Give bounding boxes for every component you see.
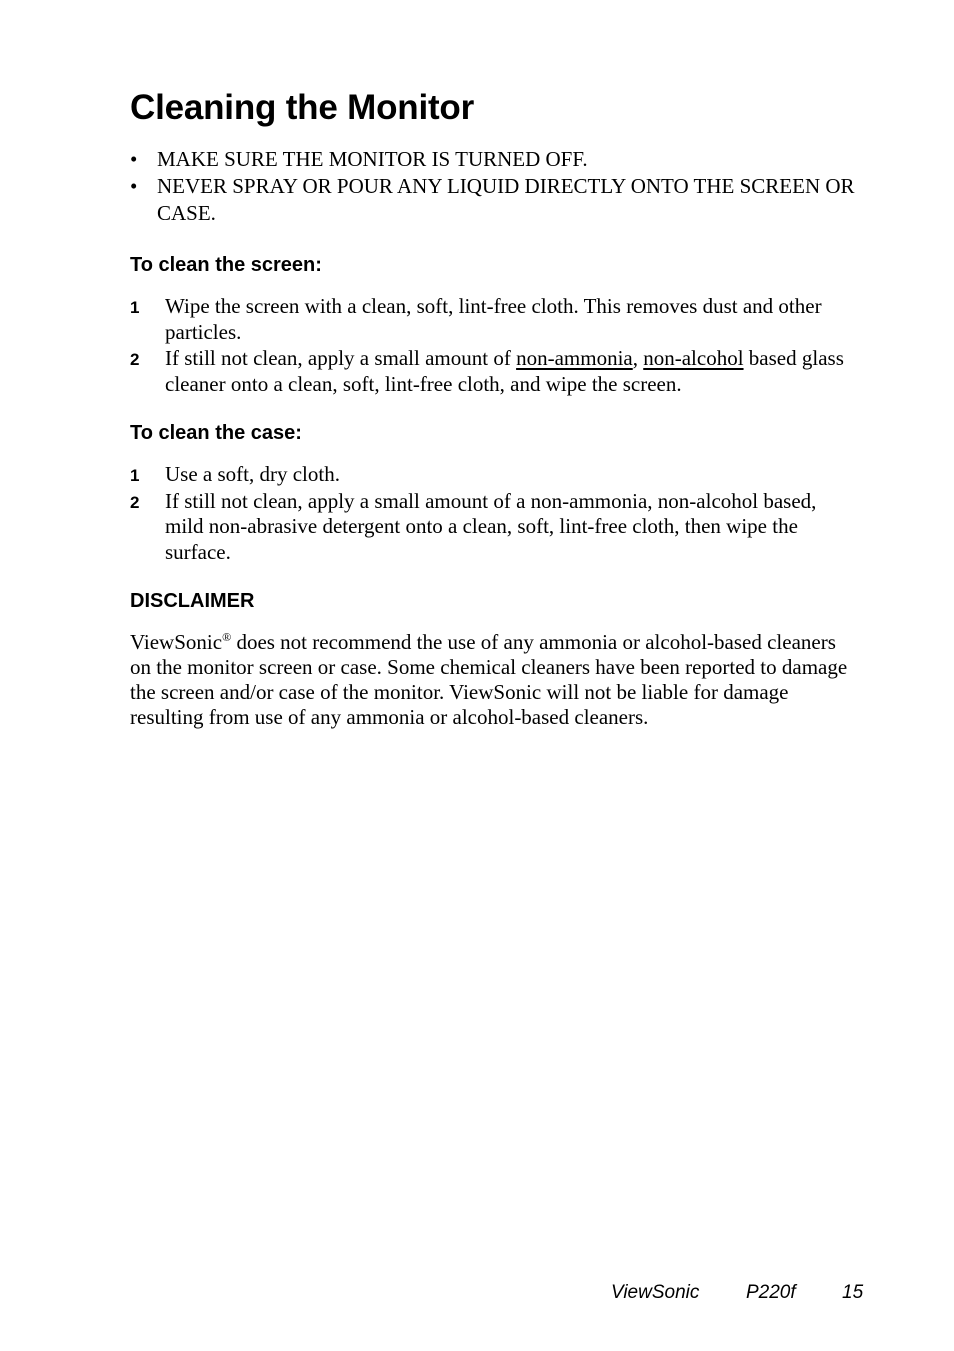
list-item	[130, 346, 860, 397]
page-title: Cleaning the Monitor	[130, 88, 475, 127]
screen-steps-list	[130, 294, 860, 397]
disclaimer-text	[130, 630, 860, 730]
screen-section-heading: To clean the screen:	[130, 254, 322, 276]
case-steps-list	[130, 462, 860, 565]
step-text-end: based glass cleaner onto a clean, soft, lint-free cloth, and wipe the screen.	[165, 346, 844, 396]
registered-mark: ®	[222, 630, 232, 644]
disclaimer-heading: DISCLAIMER	[130, 590, 255, 612]
step-text: Wipe the screen with a clean, soft, lint-free cloth. This removes dust and other particles.	[165, 294, 822, 344]
footer-model: P220f	[746, 1282, 796, 1303]
separator: ,	[632, 346, 644, 370]
step-text: Use a soft, dry cloth.	[165, 462, 340, 486]
page-footer	[0, 1282, 954, 1306]
disclaimer-body: does not recommend the use of any ammonia or alcohol-based cleaners on the monitor screen or case. Some chemical cleaners have been reported to damage the screen and/or case of the monitor. ViewSonic will not be liable for damage resulting from use of any ammonia or alcohol-based cleaners.	[130, 630, 848, 729]
step-text: If still not clean, apply a small amount of a non-ammonia, non-alcohol based, mild non-abrasive detergent onto a clean, soft, lint-free cloth, then wipe the surface.	[165, 488, 817, 564]
warning-list	[130, 146, 860, 227]
non-ammonia-term: non-ammonia	[516, 346, 633, 370]
step-number: 2	[130, 492, 140, 512]
step-text	[165, 346, 844, 396]
step-text-start: If still not clean, apply a small amount of	[165, 346, 517, 370]
warning-text: NEVER SPRAY OR POUR ANY LIQUID DIRECTLY ONTO THE SCREEN OR CASE.	[157, 174, 855, 225]
bullet-marker: •	[130, 174, 138, 198]
list-item	[130, 462, 860, 488]
case-section-heading: To clean the case:	[130, 422, 302, 444]
footer-brand: ViewSonic	[611, 1282, 700, 1303]
non-alcohol-term: non-alcohol	[643, 346, 744, 370]
step-number: 1	[130, 298, 140, 317]
list-item	[130, 294, 860, 345]
list-item	[130, 489, 860, 566]
brand-name: ViewSonic	[130, 630, 223, 654]
page-number: 15	[842, 1282, 864, 1303]
step-number: 1	[130, 466, 140, 485]
warning-item	[130, 146, 860, 173]
warning-text: MAKE SURE THE MONITOR IS TURNED OFF.	[157, 147, 588, 171]
bullet-marker: •	[130, 147, 138, 171]
step-number: 2	[130, 350, 140, 369]
warning-item	[130, 173, 860, 227]
